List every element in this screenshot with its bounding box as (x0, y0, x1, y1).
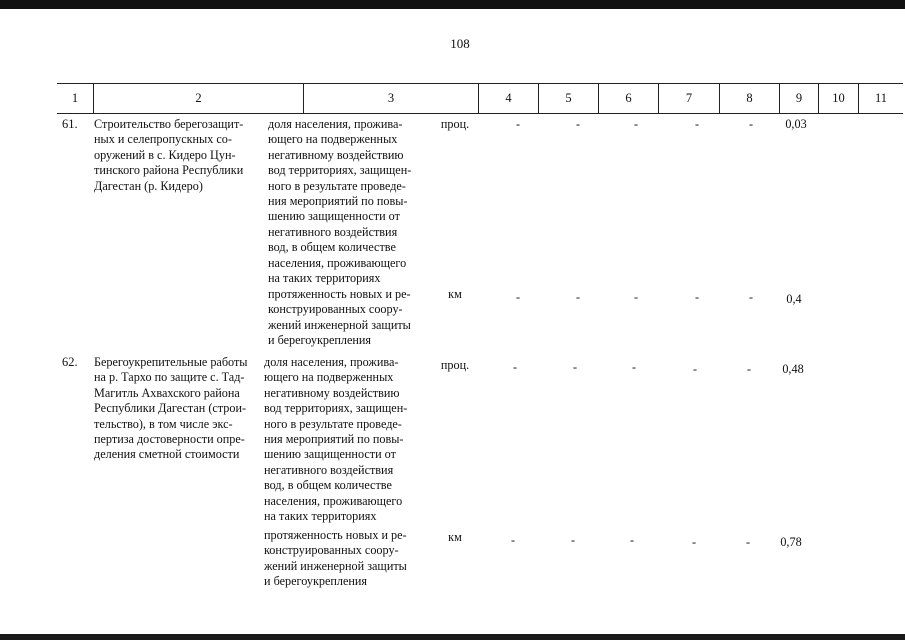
indicator-line: конструированных соору- (264, 543, 399, 558)
description-line: Магитль Ахвахского района (94, 385, 240, 400)
value-cell: - (692, 362, 698, 376)
description-line: Дагестан (р. Кидеро) (94, 178, 203, 193)
indicator-line: и берегоукрепления (264, 574, 368, 589)
column-header: 2 (94, 84, 304, 113)
value-cell: - (629, 533, 635, 547)
indicator-line: негативному воздействию (264, 385, 400, 400)
description-line: на р. Тархо по защите с. Тад- (94, 370, 245, 385)
description-line: Республики Дагестан (строи- (94, 401, 247, 416)
value-cell: 0,03 (785, 117, 807, 131)
indicator-line: доля населения, прожива- (268, 117, 403, 131)
indicator-line: шению защищенности от (268, 209, 400, 224)
description-line: ных и селепропускных со- (94, 132, 232, 147)
indicator-line: вод территориях, защищен- (264, 401, 408, 416)
value-cell: 0,4 (786, 292, 802, 306)
value-cell: - (746, 362, 752, 376)
column-header: 1 (57, 84, 94, 113)
value-cell: - (694, 117, 700, 131)
value-cell: - (691, 535, 697, 549)
column-header: 6 (599, 84, 659, 113)
row-number: 61. (62, 117, 78, 131)
indicator-line: негативного воздействия (268, 224, 398, 239)
column-header: 9 (780, 84, 819, 113)
indicator-line: ного в результате проведе- (268, 178, 406, 193)
indicator-line: на таких территориях (264, 509, 377, 524)
indicator-line: ния мероприятий по повы- (268, 194, 408, 209)
indicator-text (268, 117, 426, 286)
indicator-line: жений инженерной защиты (268, 317, 411, 332)
indicator-line: вод, в общем количестве (268, 240, 396, 255)
column-header: 8 (720, 84, 780, 113)
scan-border-top (0, 0, 905, 9)
indicator-line: протяженность новых и ре- (264, 528, 407, 542)
row-description (94, 117, 264, 194)
indicator-line: протяженность новых и ре- (268, 287, 411, 301)
value-cell: - (575, 117, 581, 131)
indicator-line: негативного воздействия (264, 462, 394, 477)
description-line: деления сметной стоимости (94, 447, 240, 462)
value-cell: - (570, 533, 576, 547)
row-description (94, 355, 262, 463)
indicator-line: ния мероприятий по повы- (264, 432, 404, 447)
column-header: 11 (874, 91, 888, 105)
column-header: 3 (304, 84, 479, 113)
value-cell: - (633, 117, 639, 131)
row-number: 62. (62, 355, 78, 369)
description-line: Берегоукрепительные работы (94, 355, 248, 369)
value-cell: - (694, 290, 700, 304)
indicator-line: конструированных соору- (268, 302, 403, 317)
value-cell: - (745, 535, 751, 549)
indicator-line: на таких территориях (268, 271, 381, 286)
value-cell: - (572, 360, 578, 374)
unit-cell: проц. (440, 117, 470, 131)
indicator-line: ющего на подверженных (268, 132, 398, 147)
indicator-line: ного в результате проведе- (264, 416, 402, 431)
value-cell: - (515, 290, 521, 304)
value-cell: - (515, 117, 521, 131)
column-header: 10 (819, 84, 859, 113)
indicator-line: негативному воздействию (268, 147, 404, 162)
indicator-text (268, 287, 426, 349)
indicator-line: вод территориях, защищен- (268, 163, 412, 178)
indicator-line: ющего на подверженных (264, 370, 394, 385)
description-line: оружений в с. Кидеро Цун- (94, 147, 236, 162)
value-cell: - (633, 290, 639, 304)
value-cell: - (512, 360, 518, 374)
description-line: тинского района Республики (94, 163, 244, 178)
description-line: пертиза достоверности опре- (94, 432, 245, 447)
indicator-line: жений инженерной защиты (264, 558, 407, 573)
indicator-line: и берегоукрепления (268, 333, 372, 348)
table-header-row (57, 83, 903, 114)
unit-cell: проц. (440, 358, 470, 372)
value-cell: - (748, 117, 754, 131)
unit-cell: км (448, 287, 462, 301)
unit-cell: км (448, 530, 462, 544)
page-number: 108 (450, 36, 470, 51)
value-cell: - (748, 290, 754, 304)
column-header: 7 (659, 84, 720, 113)
value-cell: - (631, 360, 637, 374)
column-header: 4 (479, 84, 539, 113)
indicator-line: населения, проживающего (268, 255, 407, 270)
value-cell: - (575, 290, 581, 304)
scan-border-bottom (0, 634, 905, 640)
description-line: тельство), в том числе экс- (94, 416, 233, 431)
indicator-line: вод, в общем количестве (264, 478, 392, 493)
indicator-line: доля населения, прожива- (264, 355, 399, 369)
value-cell: - (510, 533, 516, 547)
column-header: 5 (539, 84, 599, 113)
indicator-line: шению защищенности от (264, 447, 396, 462)
indicator-text (264, 355, 424, 524)
value-cell: 0,78 (780, 535, 802, 549)
value-cell: 0,48 (782, 362, 804, 376)
description-line: Строительство берегозащит- (94, 117, 244, 131)
indicator-text (264, 528, 424, 590)
indicator-line: населения, проживающего (264, 493, 403, 508)
